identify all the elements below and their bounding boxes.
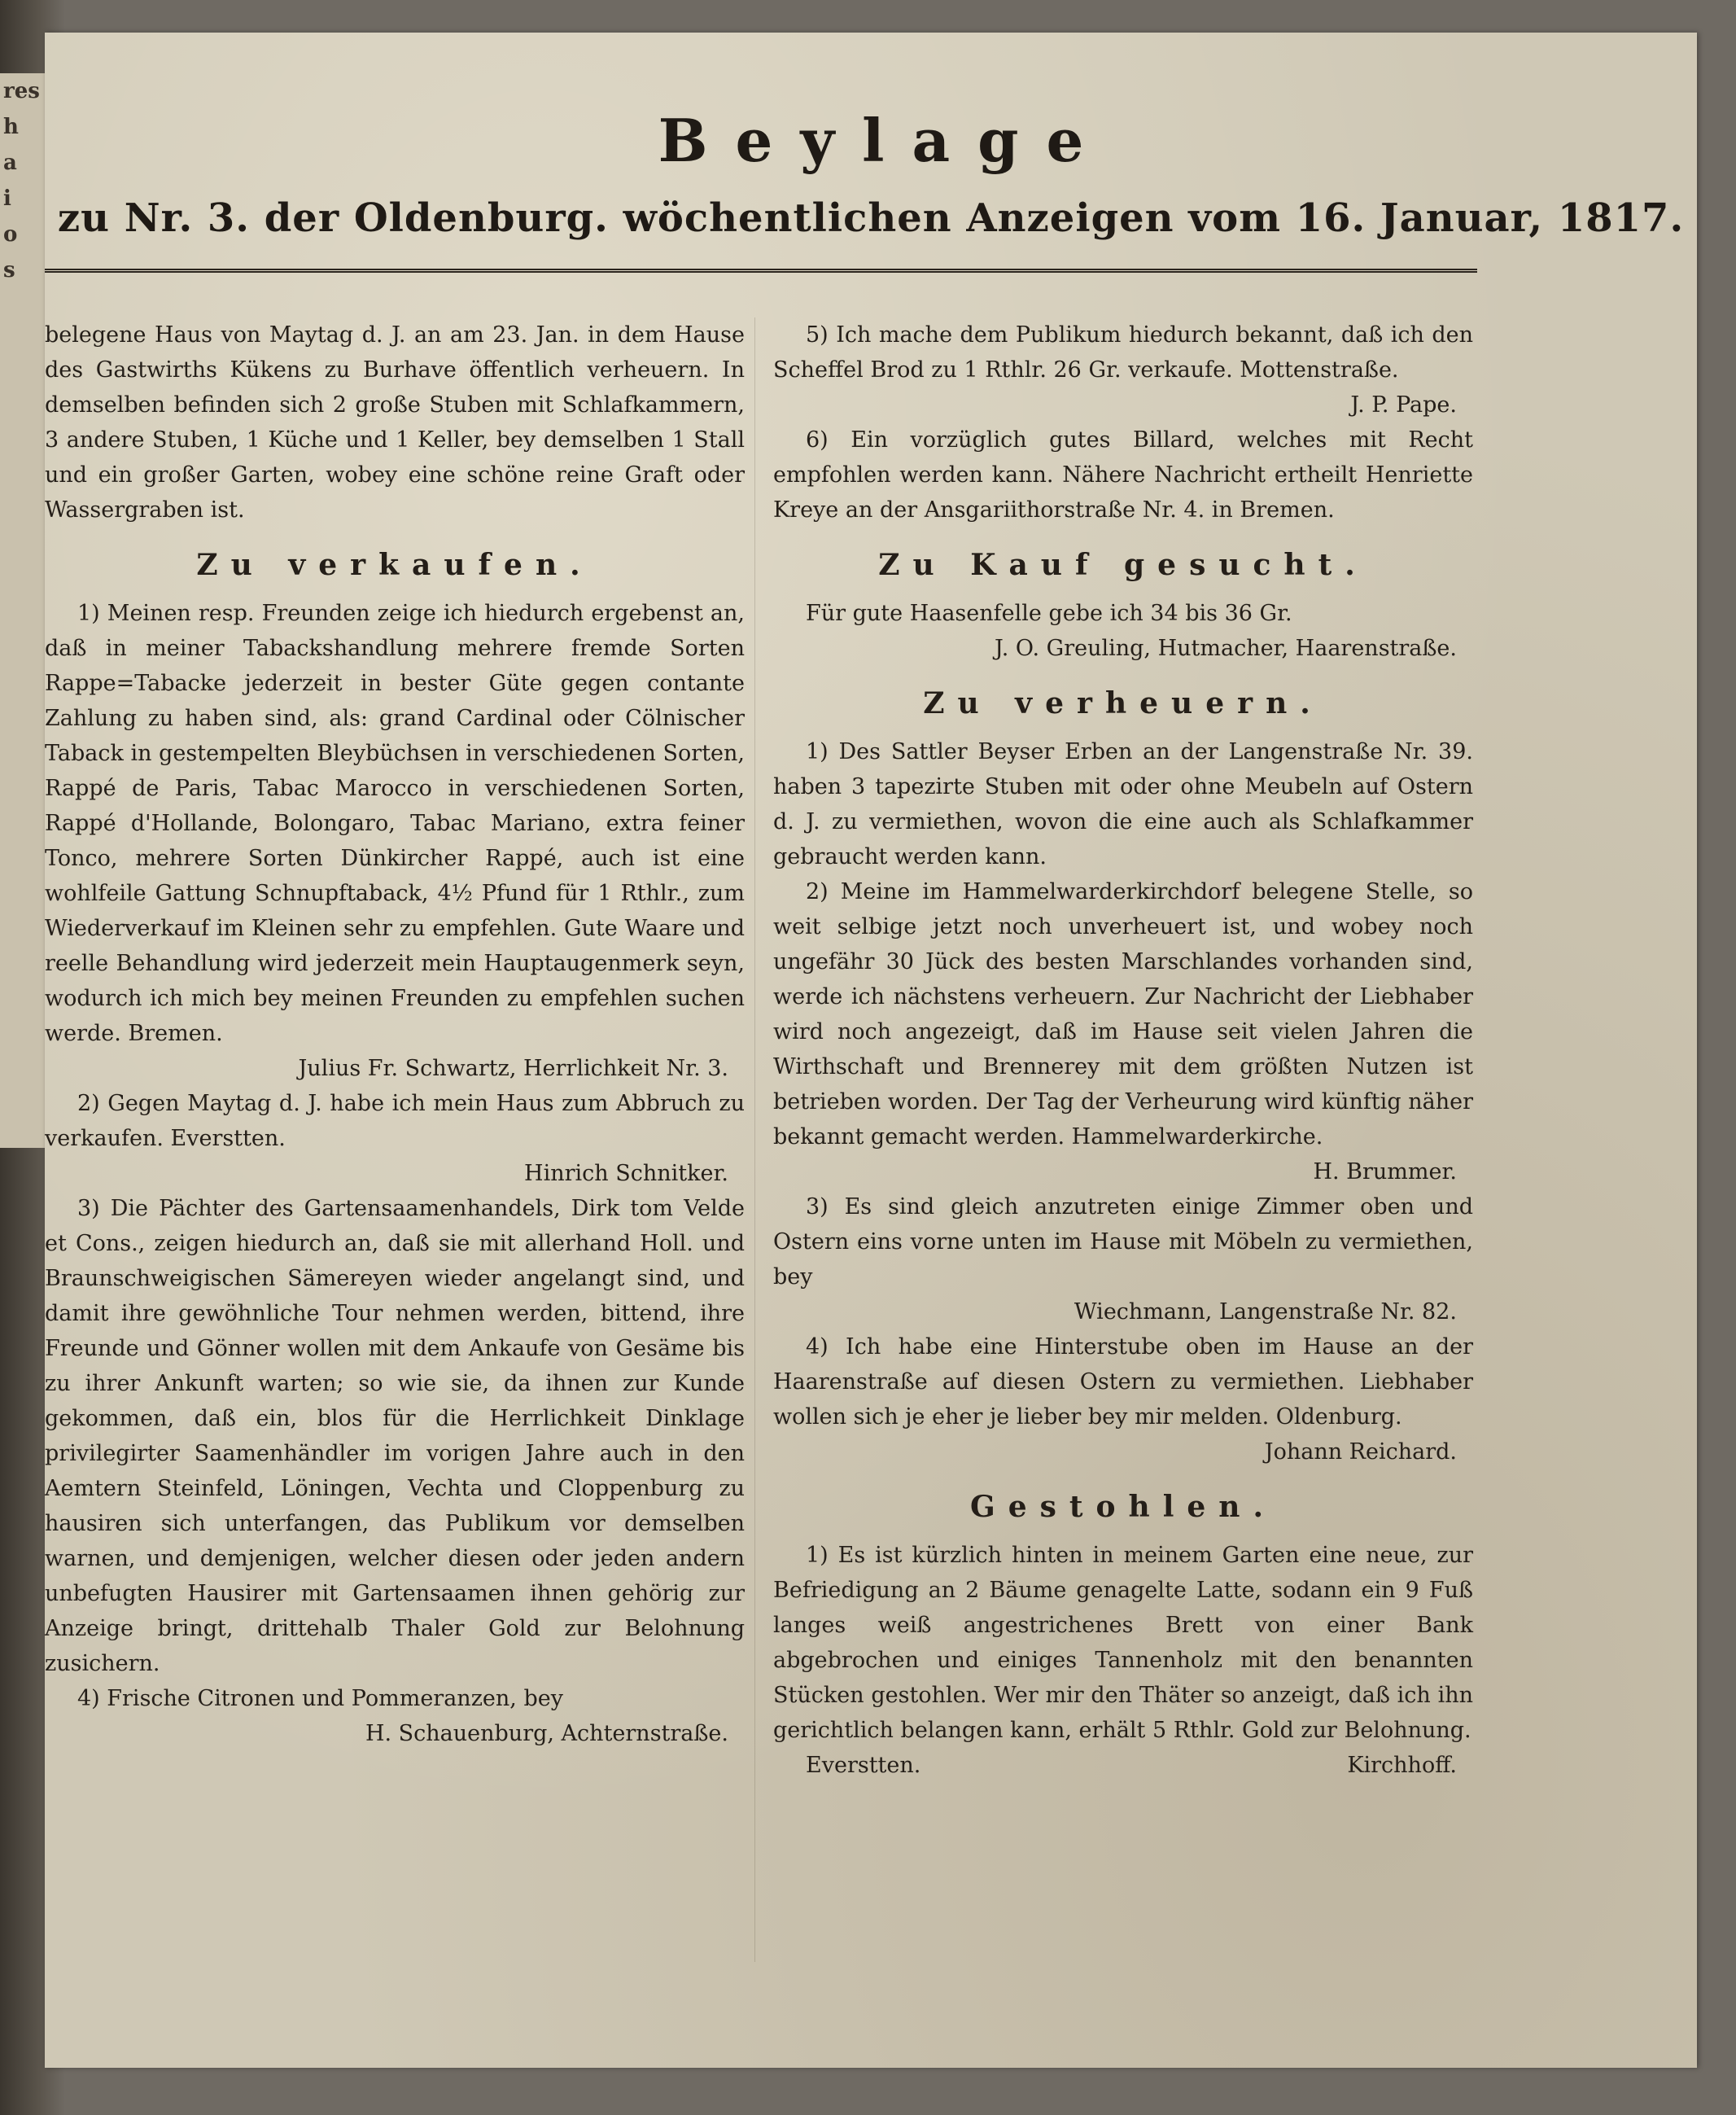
notice-signature: J. O. Greuling, Hutmacher, Haarenstraße. (995, 636, 1457, 661)
header-rule (45, 269, 1477, 273)
notice-verheuern-3: 3) Es sind gleich anzutreten einige Zimmer oben und Ostern eins vorne unten im Hause mit Möbeln zu vermiethen, bey (773, 1194, 1473, 1290)
notice-gestohlen-1: 1) Es ist kürzlich hinten in meinem Garten eine neue, zur Befriedigung an 2 Bäume genagelte Latte, sodann ein 9 Fuß langes weiß angestrichenes Brett von einer Bank abgebrochen und einiges Tannenholz mit den benannten Stücken gestohlen. Wer mir den Thäter so anzeigt, daß ich ihn gerichtlich belangen kann, erhält 5 Rthlr. Gold zur Belohnung. (773, 1543, 1473, 1743)
edge-fragment: res (3, 79, 40, 103)
section-heading-verkaufen: Zu verkaufen. (196, 548, 593, 582)
section-heading-gestohlen: Gestohlen. (969, 1490, 1277, 1524)
notice-verkaufen-1: 1) Meinen resp. Freunden zeige ich hiedurch ergebenst an, daß in meiner Tabackshandlung mehrere fremde Sorten Rappe=Tabacke jederzeit in bester Güte gegen contante Zahlung zu haben sind, als: grand Cardinal oder Cölnischer Taback in gestempelten Bleybüchsen in verschiedenen Sorten, Rappé de Paris, Tabac Marocco in verschiedenen Sorten, Rappé d'Hollande, Bolongaro, Tabac Mariano, extra feiner Tonco, mehrere Sorten Dünkircher Rappé, auch ist eine wohlfeile Gattung Schnupftaback, 4½ Pfund für 1 Rthlr., zum Wiederverkauf im Kleinen sehr zu empfehlen. Gute Waare und reelle Behandlung wird jederzeit mein Hauptaugenmerk seyn, wodurch ich mich bey meinen Freunden zu empfehlen suchen werde. Bremen. (45, 601, 745, 1046)
notice-verheuern-4: 4) Ich habe eine Hinterstube oben im Hause an der Haarenstraße auf diesen Ostern zu vermiethen. Liebhaber wollen sich je eher je lieber bey mir melden. Oldenburg. (773, 1334, 1473, 1430)
section-heading-kauf-gesucht: Zu Kauf gesucht. (878, 548, 1368, 582)
section-heading-verheuern: Zu verheuern. (923, 686, 1323, 720)
page-subtitle: zu Nr. 3. der Oldenburg. wöchentlichen Anzeigen vom 16. Januar, 1817. (57, 195, 1685, 241)
notice-verheuern-1: 1) Des Sattler Beyser Erben an der Langenstraße Nr. 39. haben 3 tapezirte Stuben mit oder ohne Meubeln auf Ostern d. J. zu vermiethen, wovon die eine auch als Schlafkammer gebraucht werden kann. (773, 739, 1473, 869)
previous-page-edge (0, 73, 50, 1148)
notice-signature: Wiechmann, Langenstraße Nr. 82. (1074, 1299, 1457, 1325)
notice-6: 6) Ein vorzüglich gutes Billard, welches mit Recht empfohlen werden kann. Nähere Nachricht ertheilt Henriette Kreye an der Ansgariithorstraße Nr. 4. in Bremen. (773, 427, 1473, 523)
notice-kauf-1: Für gute Haasenfelle gebe ich 34 bis 36 Gr. (806, 601, 1292, 626)
edge-fragment: o (3, 222, 18, 247)
notice-signature: J. P. Pape. (1350, 392, 1457, 418)
edge-fragment: h (3, 115, 19, 139)
notice-signature: Julius Fr. Schwartz, Herrlichkeit Nr. 3. (298, 1056, 728, 1081)
notice-signature: H. Brummer. (1313, 1159, 1457, 1184)
left-column (45, 317, 745, 1751)
notice-signature: H. Schauenburg, Achternstraße. (365, 1721, 728, 1746)
column-divider (754, 317, 755, 1962)
notice-verheuern-2: 2) Meine im Hammelwarderkirchdorf belegene Stelle, so weit selbige jetzt noch unverheuert ist, und wobey noch ungefähr 30 Jück des besten Marschlandes vorhanden sind, werde ich nächstens verheuern. Zur Nachricht der Liebhaber wird noch angezeigt, daß im Hause seit vielen Jahren die Wirthschaft und Brennerey mit dem größten Nutzen ist betrieben worden. Der Tag der Verheurung wird künftig näher bekannt gemacht werden. Hammelwarderkirche. (773, 879, 1473, 1149)
notice-signature: Hinrich Schnitker. (524, 1161, 728, 1186)
right-column (773, 317, 1473, 1783)
notice-verkaufen-2: 2) Gegen Maytag d. J. habe ich mein Haus zum Abbruch zu verkaufen. Everstten. (45, 1091, 745, 1151)
notice-verkaufen-3: 3) Die Pächter des Gartensaamenhandels, Dirk tom Velde et Cons., zeigen hiedurch an, daß sie mit allerhand Holl. und Braunschweigischen Sämereyen wieder angelangt sind, und damit ihre gewöhnliche Tour nehmen werden, bittend, ihre Freunde und Gönner wollen mit dem Ankaufe von Gesäme bis zu ihrer Ankunft warten; so wie sie, da ihnen zur Kunde gekommen, daß ein, blos für die Herrlichkeit Dinklage privilegirter Saamenhändler im vorigen Jahre auch in den Aemtern Steinfeld, Löningen, Vechta und Cloppenburg zu hausiren sich unterfangen, das Publikum vor demselben warnen, und demjenigen, welcher diesen oder jeden andern unbefugten Hausirer mit Gartensaamen ihnen gehörig zur Anzeige bringt, drittehalb Thaler Gold zur Belohnung zusichern. (45, 1196, 745, 1676)
newspaper-page (45, 33, 1697, 2068)
page-header (45, 106, 1697, 175)
edge-fragment: i (3, 186, 11, 211)
signature-name: Kirchhoff. (1347, 1753, 1457, 1778)
notice-5: 5) Ich mache dem Publikum hiedurch bekannt, daß ich den Scheffel Brod zu 1 Rthlr. 26 Gr. verkaufe. Mottenstraße. (773, 322, 1473, 383)
notice-verkaufen-4: 4) Frische Citronen und Pommeranzen, bey (77, 1686, 563, 1711)
edge-fragment: s (3, 258, 15, 282)
signature-place: Everstten. (806, 1753, 921, 1778)
edge-fragment: a (3, 151, 17, 175)
continued-notice: belegene Haus von Maytag d. J. an am 23. Jan. in dem Hause des Gastwirths Kükens zu Burhave öffentlich verheuern. In demselben befinden sich 2 große Stuben mit Schlafkammern, 3 andere Stuben, 1 Küche und 1 Keller, bey demselben 1 Stall und ein großer Garten, wobey eine schöne reine Graft oder Wassergraben ist. (45, 322, 745, 523)
notice-signature-line (773, 1748, 1473, 1783)
notice-signature: Johann Reichard. (1264, 1439, 1457, 1465)
page-title: Beylage (658, 106, 1112, 175)
